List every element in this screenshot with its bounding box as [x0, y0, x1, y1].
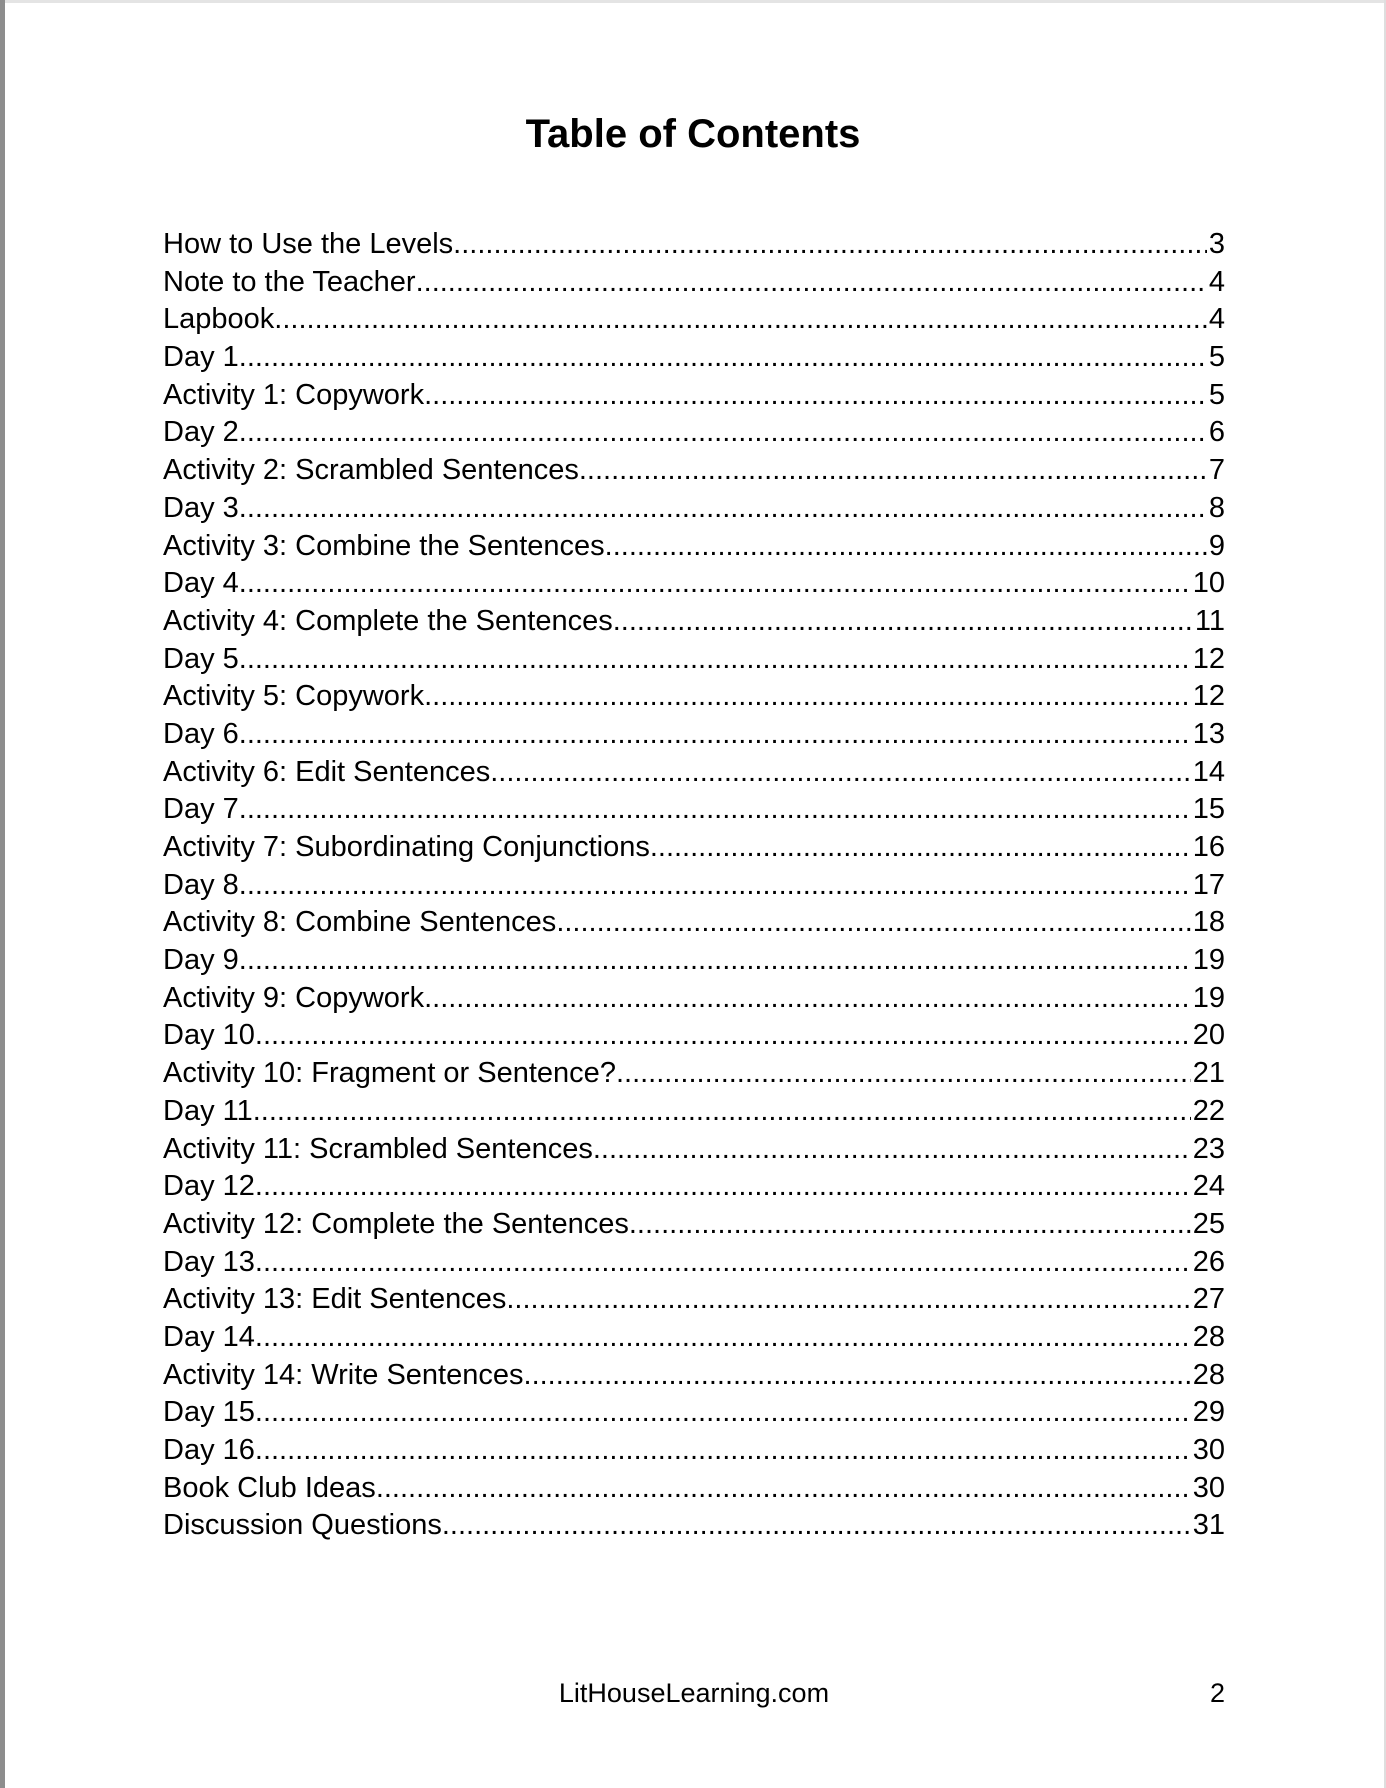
toc-row[interactable]: [163, 1357, 1225, 1395]
toc-row[interactable]: [163, 1017, 1225, 1055]
page-footer: [163, 1674, 1225, 1712]
toc-leader-dots: [424, 678, 1191, 716]
toc-entry-page: 21: [1192, 1057, 1225, 1090]
toc-entry-label: Day 5: [163, 642, 239, 675]
toc-entry-label: Day 2: [163, 416, 239, 449]
toc-row[interactable]: [163, 791, 1225, 829]
toc-leader-dots: [253, 1093, 1191, 1131]
toc-entry-page: 5: [1208, 378, 1225, 411]
toc-entry-page: 26: [1192, 1245, 1225, 1278]
toc-row[interactable]: [163, 716, 1225, 754]
toc-entry-page: 27: [1192, 1283, 1225, 1316]
toc-entry-page: 22: [1192, 1094, 1225, 1127]
toc-row[interactable]: [163, 1206, 1225, 1244]
toc-leader-dots: [524, 1357, 1191, 1395]
toc-row[interactable]: [163, 1432, 1225, 1470]
toc-row[interactable]: [163, 1470, 1225, 1508]
toc-entry-page: 31: [1192, 1509, 1225, 1542]
toc-leader-dots: [255, 1319, 1191, 1357]
toc-entry-page: 4: [1208, 303, 1225, 336]
toc-row[interactable]: [163, 1168, 1225, 1206]
toc-entry-page: 18: [1192, 906, 1225, 939]
toc-entry-label: Activity 6: Edit Sentences: [163, 755, 491, 788]
toc-leader-dots: [424, 377, 1207, 415]
toc-entry-page: 5: [1208, 341, 1225, 374]
toc-entry-label: Activity 13: Edit Sentences: [163, 1283, 507, 1316]
toc-leader-dots: [239, 716, 1191, 754]
toc-entry-page: 17: [1192, 868, 1225, 901]
toc-entry-label: Activity 9: Copywork: [163, 981, 425, 1014]
toc-row[interactable]: [163, 603, 1225, 641]
toc-entry-label: Day 4: [163, 567, 239, 600]
toc-leader-dots: [506, 1281, 1190, 1319]
toc-entry-label: Day 13: [163, 1245, 255, 1278]
toc-row[interactable]: [163, 641, 1225, 679]
page-top-edge: [0, 0, 1386, 3]
toc-row[interactable]: [163, 904, 1225, 942]
toc-entry-label: Day 14: [163, 1320, 255, 1353]
toc-entry-page: 8: [1208, 491, 1225, 524]
toc-leader-dots: [613, 603, 1193, 641]
toc-leader-dots: [255, 1244, 1191, 1282]
toc-row[interactable]: [163, 1244, 1225, 1282]
toc-entry-label: Day 8: [163, 868, 239, 901]
toc-entry-label: Activity 5: Copywork: [163, 680, 425, 713]
toc-leader-dots: [239, 867, 1191, 905]
toc-entry-label: Activity 3: Combine the Sentences: [163, 529, 605, 562]
page-left-edge: [0, 0, 5, 1788]
toc-entry-page: 20: [1192, 1019, 1225, 1052]
toc-entry-label: Day 10: [163, 1019, 255, 1052]
toc-leader-dots: [239, 942, 1191, 980]
toc-entry-page: 4: [1208, 265, 1225, 298]
toc-entry-page: 12: [1192, 680, 1225, 713]
toc-entry-page: 28: [1192, 1320, 1225, 1353]
toc-leader-dots: [416, 264, 1207, 302]
toc-entry-label: Day 15: [163, 1396, 255, 1429]
toc-entry-label: Day 16: [163, 1434, 255, 1466]
toc-leader-dots: [239, 641, 1191, 679]
toc-row[interactable]: [163, 942, 1225, 980]
toc-entry-label: Book Club Ideas: [163, 1471, 376, 1504]
toc-leader-dots: [556, 904, 1190, 942]
toc-entry-label: How to Use the Levels: [163, 228, 454, 260]
footer-site-text: LitHouseLearning.com: [558, 1678, 830, 1708]
toc-row[interactable]: [163, 565, 1225, 603]
toc-entry-page: 13: [1192, 717, 1225, 750]
toc-leader-dots: [255, 1168, 1191, 1206]
toc-entry-label: Activity 14: Write Sentences: [163, 1358, 524, 1391]
toc-row[interactable]: [163, 1131, 1225, 1169]
toc-row[interactable]: [163, 301, 1225, 339]
toc-entry-page: 15: [1192, 793, 1225, 826]
toc-entry-label: Note to the Teacher: [163, 265, 416, 298]
page-title: Table of Contents: [525, 112, 861, 156]
toc-row[interactable]: [163, 377, 1225, 415]
toc-row[interactable]: [163, 867, 1225, 905]
table-of-contents: [163, 226, 1225, 1545]
toc-row[interactable]: [163, 678, 1225, 716]
toc-row[interactable]: [163, 490, 1225, 528]
toc-entry-page: 16: [1192, 831, 1225, 863]
toc-entry-page: 12: [1192, 642, 1225, 675]
toc-entry-page: 30: [1192, 1471, 1225, 1504]
toc-leader-dots: [255, 1394, 1191, 1432]
toc-row[interactable]: [163, 1507, 1225, 1545]
toc-entry-page: 23: [1192, 1132, 1225, 1165]
toc-row[interactable]: [163, 452, 1225, 490]
toc-entry-page: 7: [1208, 454, 1225, 487]
toc-leader-dots: [239, 339, 1207, 377]
toc-row[interactable]: [163, 414, 1225, 452]
toc-entry-label: Lapbook: [163, 303, 275, 336]
toc-leader-dots: [274, 301, 1207, 339]
toc-leader-dots: [239, 490, 1207, 528]
toc-row[interactable]: [163, 754, 1225, 792]
toc-leader-dots: [490, 754, 1191, 792]
toc-entry-label: Day 12: [163, 1170, 255, 1203]
toc-entry-label: Activity 12: Complete the Sentences: [163, 1207, 629, 1240]
toc-row[interactable]: [163, 1093, 1225, 1131]
toc-leader-dots: [239, 565, 1191, 603]
toc-row[interactable]: [163, 1281, 1225, 1319]
toc-row[interactable]: [163, 339, 1225, 377]
footer-page-number: 2: [1209, 1678, 1225, 1708]
toc-row[interactable]: [163, 528, 1225, 566]
toc-row[interactable]: [163, 1055, 1225, 1093]
toc-entry-page: 3: [1208, 228, 1225, 260]
toc-leader-dots: [255, 1017, 1191, 1055]
toc-leader-dots: [579, 452, 1207, 490]
toc-row[interactable]: [163, 1319, 1225, 1357]
toc-row[interactable]: [163, 1394, 1225, 1432]
toc-entry-page: 6: [1208, 416, 1225, 449]
toc-row[interactable]: [163, 980, 1225, 1018]
toc-row[interactable]: [163, 829, 1225, 867]
toc-entry-page: 25: [1192, 1207, 1225, 1240]
toc-leader-dots: [605, 528, 1207, 566]
toc-leader-dots: [616, 1055, 1191, 1093]
toc-entry-label: Discussion Questions: [163, 1509, 442, 1542]
toc-leader-dots: [593, 1131, 1191, 1169]
toc-leader-dots: [453, 226, 1207, 264]
toc-entry-page: 11: [1194, 604, 1225, 637]
toc-entry-page: 19: [1192, 944, 1225, 977]
toc-leader-dots: [442, 1507, 1191, 1545]
toc-row[interactable]: [163, 264, 1225, 302]
toc-entry-label: Activity 8: Combine Sentences: [163, 906, 557, 939]
toc-leader-dots: [650, 829, 1191, 867]
toc-entry-label: Day 11: [163, 1094, 253, 1127]
toc-leader-dots: [424, 980, 1191, 1018]
toc-entry-page: 9: [1208, 529, 1225, 562]
toc-entry-label: Activity 2: Scrambled Sentences: [163, 454, 579, 487]
toc-entry-label: Day 6: [163, 717, 239, 750]
toc-entry-page: 19: [1192, 981, 1225, 1014]
toc-entry-page: 14: [1192, 755, 1225, 788]
toc-entry-page: 24: [1192, 1170, 1225, 1203]
toc-entry-label: Activity 10: Fragment or Sentence?: [163, 1057, 616, 1090]
toc-entry-label: Day 1: [163, 341, 239, 374]
toc-entry-label: Day 9: [163, 944, 239, 977]
toc-row[interactable]: [163, 226, 1225, 264]
toc-leader-dots: [255, 1432, 1191, 1470]
toc-leader-dots: [239, 791, 1191, 829]
toc-entry-page: 29: [1192, 1396, 1225, 1429]
toc-entry-label: Activity 1: Copywork: [163, 378, 425, 411]
toc-entry-page: 30: [1192, 1434, 1225, 1466]
toc-leader-dots: [239, 414, 1207, 452]
toc-entry-label: Day 7: [163, 793, 239, 826]
toc-entry-label: Activity 11: Scrambled Sentences: [163, 1132, 593, 1165]
toc-leader-dots: [376, 1470, 1191, 1508]
toc-entry-label: Activity 4: Complete the Sentences: [163, 604, 613, 637]
toc-entry-page: 10: [1192, 567, 1225, 600]
toc-entry-label: Activity 7: Subordinating Conjunctions: [163, 831, 650, 863]
toc-entry-label: Day 3: [163, 491, 239, 524]
toc-entry-page: 28: [1192, 1358, 1225, 1391]
toc-leader-dots: [629, 1206, 1191, 1244]
